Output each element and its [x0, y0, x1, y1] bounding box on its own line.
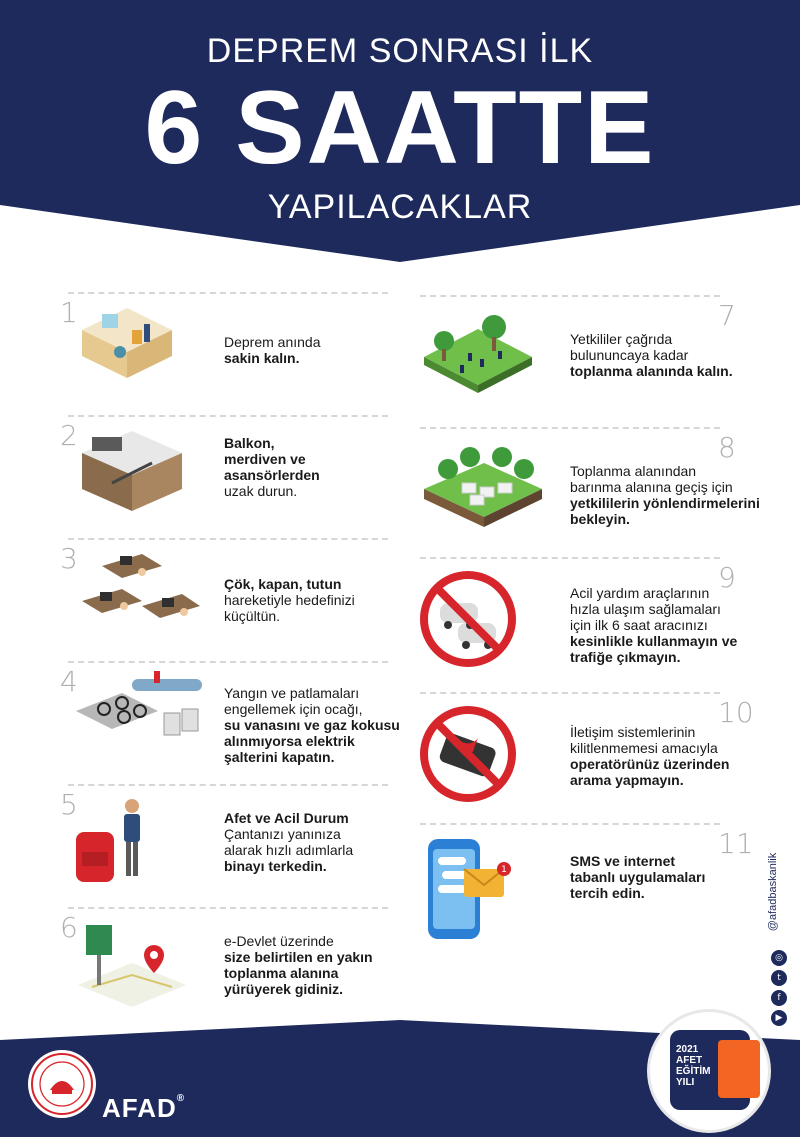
step-text-line: için ilk 6 saat aracınızı — [570, 617, 708, 633]
step-text-line: Çantanızı yanınıza — [224, 826, 341, 842]
step-text — [224, 435, 404, 499]
step-divider — [68, 784, 388, 786]
drop-cover-hold-icon — [72, 546, 202, 646]
step-text-line: kilitlenmemesi amacıyla — [570, 740, 718, 756]
step-text-line: Yangın ve patlamaları — [224, 685, 360, 701]
step-number: 3 — [60, 542, 78, 575]
step-text-line: SMS ve internet — [570, 853, 676, 869]
step-text-line: bulununcaya kadar — [570, 347, 689, 363]
step-number: 2 — [60, 419, 78, 452]
step-divider — [68, 661, 388, 663]
step-text-line: Afet ve Acil Durum — [224, 810, 349, 826]
balcony-stairs-icon — [72, 423, 192, 518]
step-text-line: yetkililerin yönlendirmelerini — [570, 495, 760, 511]
step-divider — [68, 538, 388, 540]
step-text-line: merdiven ve — [224, 451, 306, 467]
step-text-line: barınma alanına geçiş için — [570, 479, 733, 495]
step-divider — [420, 295, 720, 297]
svg-text:1: 1 — [501, 865, 507, 875]
step-text-line: toplanma alanına — [224, 965, 339, 981]
earthquake-room-icon — [72, 300, 182, 385]
step-text-line: tabanlı uygulamaları — [570, 869, 706, 885]
step-number: 9 — [718, 561, 736, 594]
step-text-line: binayı terkedin. — [224, 858, 327, 874]
step-divider — [420, 692, 720, 694]
step-text-line: Toplanma alanından — [570, 463, 697, 479]
step-text — [224, 334, 404, 366]
step-text-line: uzak durun. — [224, 483, 298, 499]
step-number: 1 — [60, 296, 78, 329]
step-text-line: e-Devlet üzerinde — [224, 933, 334, 949]
instagram-icon[interactable]: ◎ — [771, 950, 787, 966]
step-text-line: alınmıyorsa elektrik — [224, 733, 355, 749]
step-text-line: yürüyerek gidiniz. — [224, 981, 344, 997]
header-title-main: 6 SAATTE — [144, 70, 656, 186]
step-number: 5 — [60, 788, 78, 821]
youtube-icon[interactable]: ▶ — [771, 1010, 787, 1026]
afad-logo: AFAD® — [102, 1093, 186, 1123]
header-title-bottom: YAPILACAKLAR — [267, 188, 533, 226]
step-divider — [68, 415, 388, 417]
step-text — [570, 853, 770, 901]
step-text — [570, 585, 770, 665]
step-text-line: Balkon, — [224, 435, 275, 451]
step-text-line: arama yapmayın. — [570, 772, 684, 788]
step-text-line: alarak hızlı adımlarla — [224, 842, 354, 858]
step-text-line: tercih edin. — [570, 885, 645, 901]
step-text-line: hareketiyle hedefinizi — [224, 592, 355, 608]
social-handle-text: @afadbaskanlik — [767, 852, 779, 932]
step-text-line: Yetkililer çağrıda — [570, 331, 673, 347]
no-phone-call-icon — [418, 704, 518, 809]
step-text-line: engellemek için ocağı, — [224, 701, 363, 717]
step-number: 4 — [60, 665, 78, 698]
step-text-line: operatörünüz üzerinden — [570, 756, 730, 772]
step-number: 8 — [718, 431, 736, 464]
step-divider — [420, 823, 720, 825]
header-title-top: DEPREM SONRASI İLK — [206, 32, 594, 70]
header — [0, 0, 800, 270]
park-gathering-icon — [418, 307, 538, 402]
step-divider — [68, 907, 388, 909]
step-text-line: su vanasını ve gaz kokusu — [224, 717, 400, 733]
step-number: 11 — [718, 827, 754, 860]
twitter-icon[interactable]: t — [771, 970, 787, 986]
facebook-icon[interactable]: f — [771, 990, 787, 1006]
step-text — [570, 463, 770, 527]
step-text-line: size belirtilen en yakın — [224, 949, 373, 965]
step-text-line: İletişim sistemlerinin — [570, 724, 696, 740]
step-text — [570, 724, 770, 788]
step-text — [224, 576, 404, 624]
gas-water-electric-icon — [72, 669, 212, 754]
step-text-line: Acil yardım araçlarının — [570, 585, 710, 601]
step-divider — [420, 557, 720, 559]
step-text-line: asansörlerden — [224, 467, 320, 483]
sms-message-icon — [418, 835, 518, 950]
step-number: 6 — [60, 911, 78, 944]
step-divider — [68, 292, 388, 294]
tent-camp-icon — [418, 439, 548, 534]
step-text — [570, 331, 770, 379]
step-divider — [420, 427, 720, 429]
no-cars-icon — [418, 569, 518, 674]
step-text-line: Çök, kapan, tutun — [224, 576, 342, 592]
education-year-badge: 2021 AFET EĞİTİM YILI — [650, 1012, 768, 1130]
step-text — [224, 810, 404, 874]
step-text-line: kesinlikle kullanmayın ve — [570, 633, 738, 649]
step-text — [224, 933, 404, 997]
social-handle — [758, 842, 780, 952]
step-text-line: Deprem anında — [224, 334, 321, 350]
step-text-line: şalterini kapatın. — [224, 749, 335, 765]
step-text — [224, 685, 404, 765]
step-text-line: toplanma alanında kalın. — [570, 363, 733, 379]
step-number: 10 — [718, 696, 754, 729]
emergency-bag-icon — [72, 792, 152, 897]
step-text-line: bekleyin. — [570, 511, 630, 527]
step-text-line: hızla ulaşım sağlamaları — [570, 601, 721, 617]
step-text-line: sakin kalın. — [224, 350, 300, 366]
step-text-line: trafiğe çıkmayın. — [570, 649, 681, 665]
government-seal-icon — [28, 1050, 96, 1118]
step-text-line: küçültün. — [224, 608, 281, 624]
step-number: 7 — [718, 299, 736, 332]
